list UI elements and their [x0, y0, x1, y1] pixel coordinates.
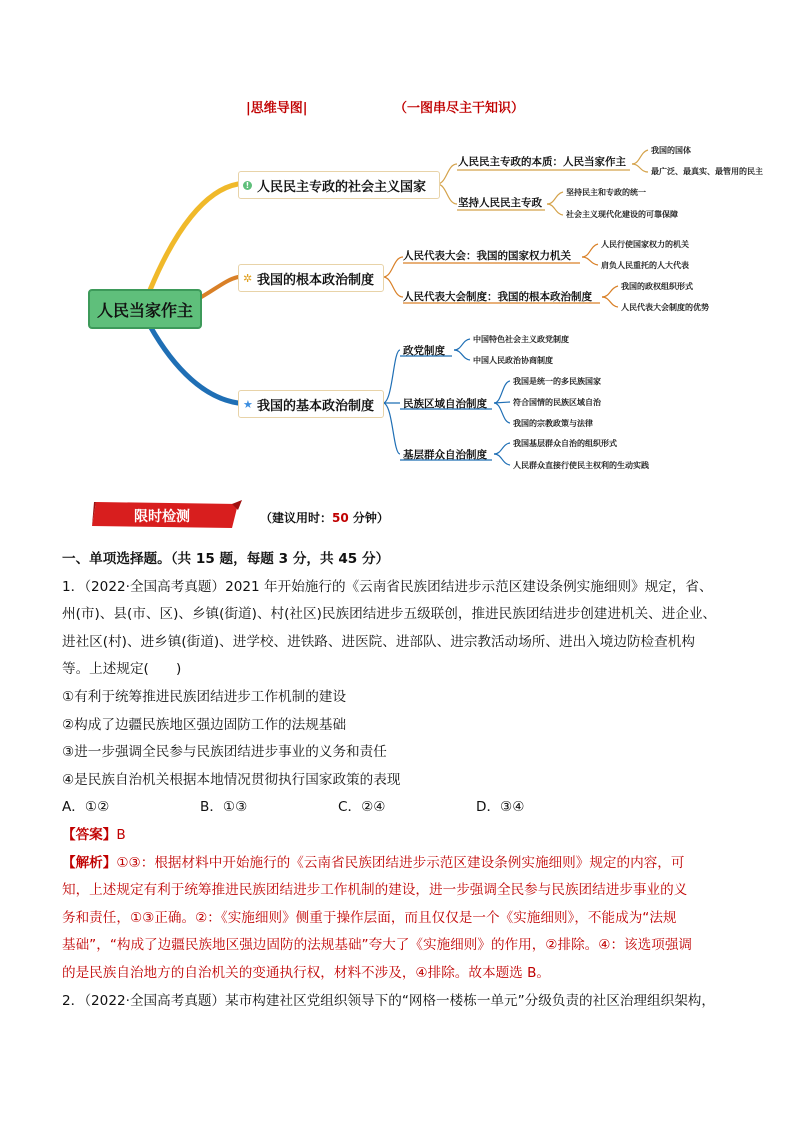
node-l3: 人民群众直接行使民主权利的生动实践 — [513, 461, 649, 470]
mindmap-connectors — [0, 0, 794, 500]
mindmap-category-1 — [238, 171, 440, 199]
node-l3: 我国的政权组织形式 — [621, 282, 693, 291]
star-icon: ★ — [243, 397, 253, 411]
q1-stem-line: 进社区(村)、进乡镇(街道)、进学校、进铁路、进医院、进部队、进宗教活动场所、进出入境边防检查机构 — [62, 633, 695, 650]
q1-item: ③进一步强调全民参与民族团结进步事业的义务和责任 — [62, 744, 387, 761]
analysis-label: 【解析】 — [62, 854, 117, 871]
branch-blue — [150, 326, 238, 403]
branch-orange — [196, 277, 238, 300]
q1-analysis-line — [62, 850, 742, 878]
q1-item: ④是民族自治机关根据本地情况贯彻执行国家政策的表现 — [62, 771, 401, 788]
node-l2: 政党制度 — [403, 345, 445, 357]
section-title: 一、单项选择题。（共 15 题，每题 3 分，共 45 分） — [62, 551, 390, 567]
q1-analysis-line: 基础”，“构成了边疆民族地区强边固防的法规基础”夸大了《实施细则》的作用，②排除。④：该选项强调 — [62, 937, 693, 954]
category-label: 人民民主专政的社会主义国家 — [257, 179, 427, 195]
node-l3: 坚持民主和专政的统一 — [566, 188, 646, 197]
node-l3: 我国的宗教政策与法律 — [513, 419, 593, 428]
suggested-time-suffix: 分钟） — [348, 511, 389, 525]
suggested-time-prefix: （建议用时： — [260, 511, 333, 525]
node-l2: 基层群众自治制度 — [403, 449, 487, 461]
answer-label: 【答案】 — [62, 826, 117, 843]
q1-analysis-line: 的是民族自治地方的自治机关的变通执行权，材料不涉及，④排除。故本题选 B。 — [62, 964, 551, 981]
category-label: 我国的根本政治制度 — [257, 272, 375, 288]
q1-option-a: A．①② — [62, 799, 110, 816]
q1-stem-line: 1．（2022·全国高考真题）2021 年开始施行的《云南省民族团结进步示范区建设条例实施细则》规定，省、 — [62, 578, 713, 595]
node-l2: 坚持人民民主专政 — [458, 197, 542, 209]
branch-yellow — [150, 184, 238, 290]
node-l3: 符合国情的民族区域自治 — [513, 398, 601, 407]
q1-stem-line: 州(市)、县(市、区)、乡镇(街道)、村(社区)民族团结进步五级联创，推进民族团结进步创建进机关、进企业、 — [62, 606, 717, 623]
node-l3: 最广泛、最真实、最管用的民主 — [651, 167, 763, 176]
node-l3: 我国的国体 — [651, 146, 691, 155]
node-l2: 民族区域自治制度 — [403, 398, 487, 410]
node-l3: 中国人民政治协商制度 — [473, 356, 553, 365]
node-l2: 人民代表大会制度：我国的根本政治制度 — [403, 291, 592, 303]
node-l3: 我国基层群众自治的组织形式 — [513, 439, 617, 448]
q1-option-b: B．①③ — [200, 799, 248, 816]
node-l3: 我国是统一的多民族国家 — [513, 377, 601, 386]
q1-answer — [62, 822, 742, 850]
mindmap-category-3 — [238, 390, 384, 418]
q1-analysis-line: 知，上述规定有利于统筹推进民族团结进步工作机制的建设，进一步强调全民参与民族团结进步事业的义 — [62, 882, 688, 899]
q1-item: ②构成了边疆民族地区强边固防工作的法规基础 — [62, 716, 347, 733]
gear-icon: ✲ — [243, 271, 253, 285]
mindmap-subheading: （一图串尽主干知识） — [394, 101, 525, 116]
node-l2: 人民民主专政的本质：人民当家作主 — [458, 156, 626, 168]
mindmap-root: 人民当家作主 — [88, 289, 202, 329]
q1-item: ①有利于统筹推进民族团结进步工作机制的建设 — [62, 688, 347, 705]
analysis-text: ①③：根据材料中开始施行的《云南省民族团结进步示范区建设条例实施细则》规定的内容，可 — [116, 854, 685, 871]
mindmap-category-2 — [238, 264, 384, 292]
q1-stem-line: 等。上述规定( ) — [62, 661, 182, 678]
node-l3: 人民代表大会制度的优势 — [621, 303, 709, 312]
node-l3: 社会主义现代化建设的可靠保障 — [566, 210, 678, 219]
node-l3: 人民行使国家权力的机关 — [601, 240, 689, 249]
q1-analysis-line: 务和责任，①③正确。②：《实施细则》侧重于操作层面，而且仅仅是一个《实施细则》，不能成为“法规 — [62, 909, 677, 926]
q1-options — [62, 794, 742, 822]
q1-option-d: D．③④ — [476, 799, 525, 816]
node-l3: 肩负人民重托的人大代表 — [601, 261, 689, 270]
suggested-time — [260, 509, 389, 526]
category-label: 我国的基本政治制度 — [257, 398, 375, 414]
mindmap-heading: |思维导图| — [246, 101, 308, 116]
suggested-time-minutes: 50 — [332, 511, 349, 525]
test-banner-label: 限时检测 — [134, 509, 190, 525]
node-l3: 中国特色社会主义政党制度 — [473, 335, 569, 344]
node-l2: 人民代表大会：我国的国家权力机关 — [403, 250, 571, 262]
answer-value: B — [116, 826, 126, 843]
question-section — [62, 546, 742, 1015]
info-icon: ! — [243, 181, 252, 190]
q1-option-c: C．②④ — [338, 799, 386, 816]
q2-stem-line: 2．（2022·全国高考真题）某市构建社区党组织领导下的“网格一楼栋一单元”分级负责的社区治理组织架构， — [62, 992, 715, 1009]
